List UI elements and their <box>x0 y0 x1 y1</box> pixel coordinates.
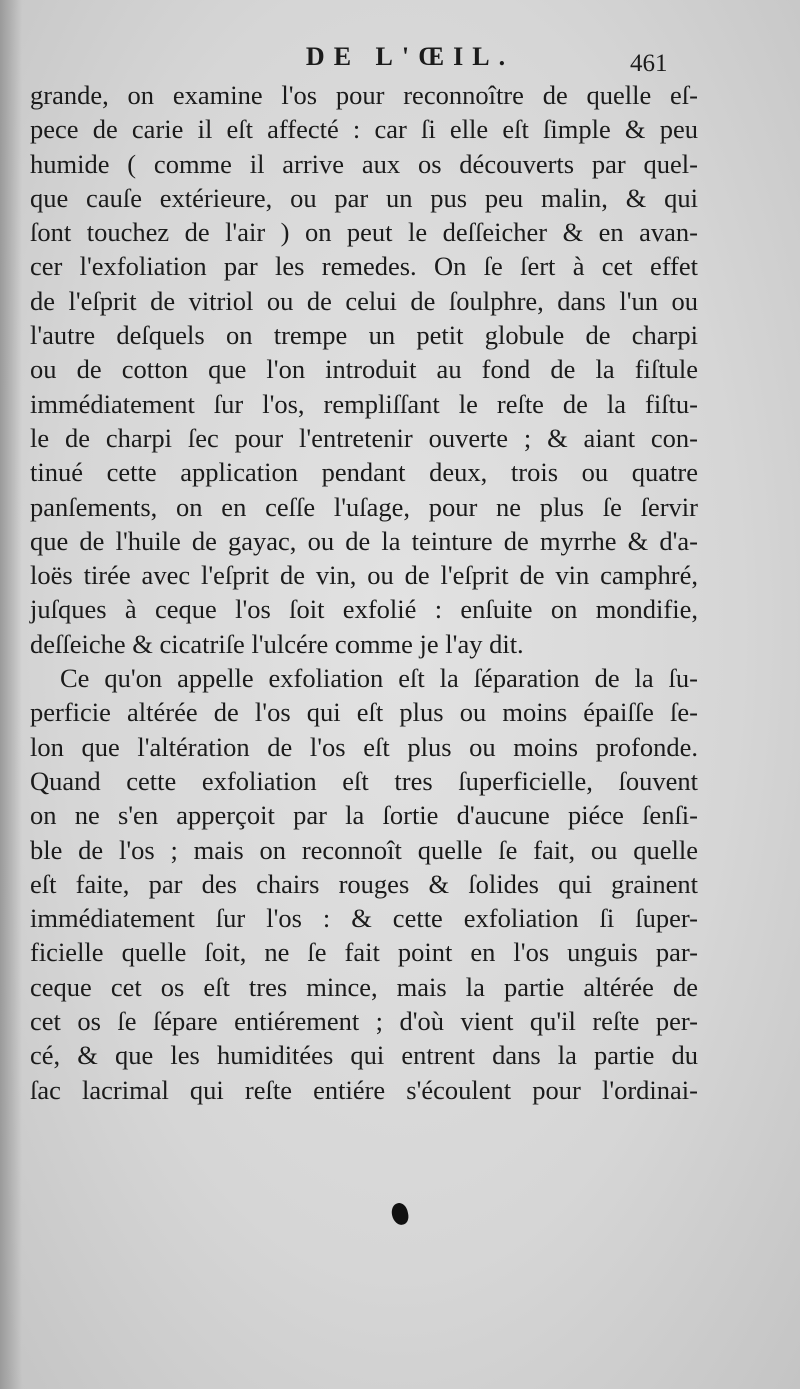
text-line: l'autre deſquels on trempe un petit globule de charpi <box>30 320 698 351</box>
text-line: pece de carie il eſt affecté : car ſi elle eſt ſimple & peu <box>30 114 698 145</box>
text-line: que de l'huile de gayac, ou de la teinture de myrrhe & d'a- <box>30 525 698 556</box>
binding-shadow <box>0 0 22 1389</box>
text-line: immédiatement ſur l'os, rempliſſant le reſte de la fiſtu- <box>30 388 698 419</box>
text-line: ſac lacrimal qui reſte entiére s'écoulent pour l'ordinai- <box>30 1074 698 1105</box>
text-line: que cauſe extérieure, ou par un pus peu malin, & qui <box>30 182 698 213</box>
text-line: le de charpi ſec pour l'entretenir ouverte ; & aiant con- <box>30 422 698 453</box>
text-line: panſements, on en ceſſe l'uſage, pour ne plus ſe ſervir <box>30 491 698 522</box>
text-line: ou de cotton que l'on introduit au fond de la fiſtule <box>30 354 698 385</box>
text-line: loës tirée avec l'eſprit de vin, ou de l'eſprit de vin camphré, <box>30 560 698 591</box>
text-line: on ne s'en apperçoit par la ſortie d'aucune piéce ſenſi- <box>30 800 698 831</box>
text-line: de l'eſprit de vitriol ou de celui de ſoulphre, dans l'un ou <box>30 285 698 316</box>
text-line: eſt faite, par des chairs rouges & ſolides qui grainent <box>30 868 698 899</box>
text-line: cet os ſe ſépare entiérement ; d'où vient qu'il reſte per- <box>30 1006 698 1037</box>
text-line: ficielle quelle ſoit, ne ſe fait point en l'os unguis par- <box>30 937 698 968</box>
text-line: cer l'exfoliation par les remedes. On ſe ſert à cet effet <box>30 251 698 282</box>
page-number: 461 <box>630 50 668 77</box>
text-line: cé, & que les humiditées qui entrent dans la partie du <box>30 1040 698 1071</box>
text-line: lon que l'altération de l'os eſt plus ou moins profonde. <box>30 731 698 762</box>
text-line: tinué cette application pendant deux, trois ou quatre <box>30 457 698 488</box>
running-head: DE L'ŒIL. <box>305 42 515 71</box>
text-line: humide ( comme il arrive aux os découverts par quel- <box>30 148 698 179</box>
text-line: deſſeiche & cicatriſe l'ulcére comme je l'ay dit. <box>30 628 524 659</box>
text-line: juſques à ceque l'os ſoit exfolié : enſuite on mondifie, <box>30 594 698 625</box>
text-line: grande, on examine l'os pour reconnoître de quelle eſ- <box>30 80 698 110</box>
text-line: Quand cette exfoliation eſt tres ſuperficielle, ſouvent <box>30 765 698 796</box>
text-line: immédiatement ſur l'os : & cette exfoliation ſi ſuper- <box>30 903 698 934</box>
text-line: ble de l'os ; mais on reconnoît quelle ſe fait, ou quelle <box>30 834 698 865</box>
text-line: ceque cet os eſt tres mince, mais la partie altérée de <box>30 971 698 1002</box>
text-line: Ce qu'on appelle exfoliation eſt la ſéparation de la ſu- <box>60 663 698 694</box>
ink-blot <box>390 1202 410 1227</box>
text-line: perficie altérée de l'os qui eſt plus ou moins épaiſſe ſe- <box>30 697 698 728</box>
body-text <box>30 78 698 1107</box>
text-line: ſont touchez de l'air ) on peut le deſſeicher & en avan- <box>30 217 698 248</box>
